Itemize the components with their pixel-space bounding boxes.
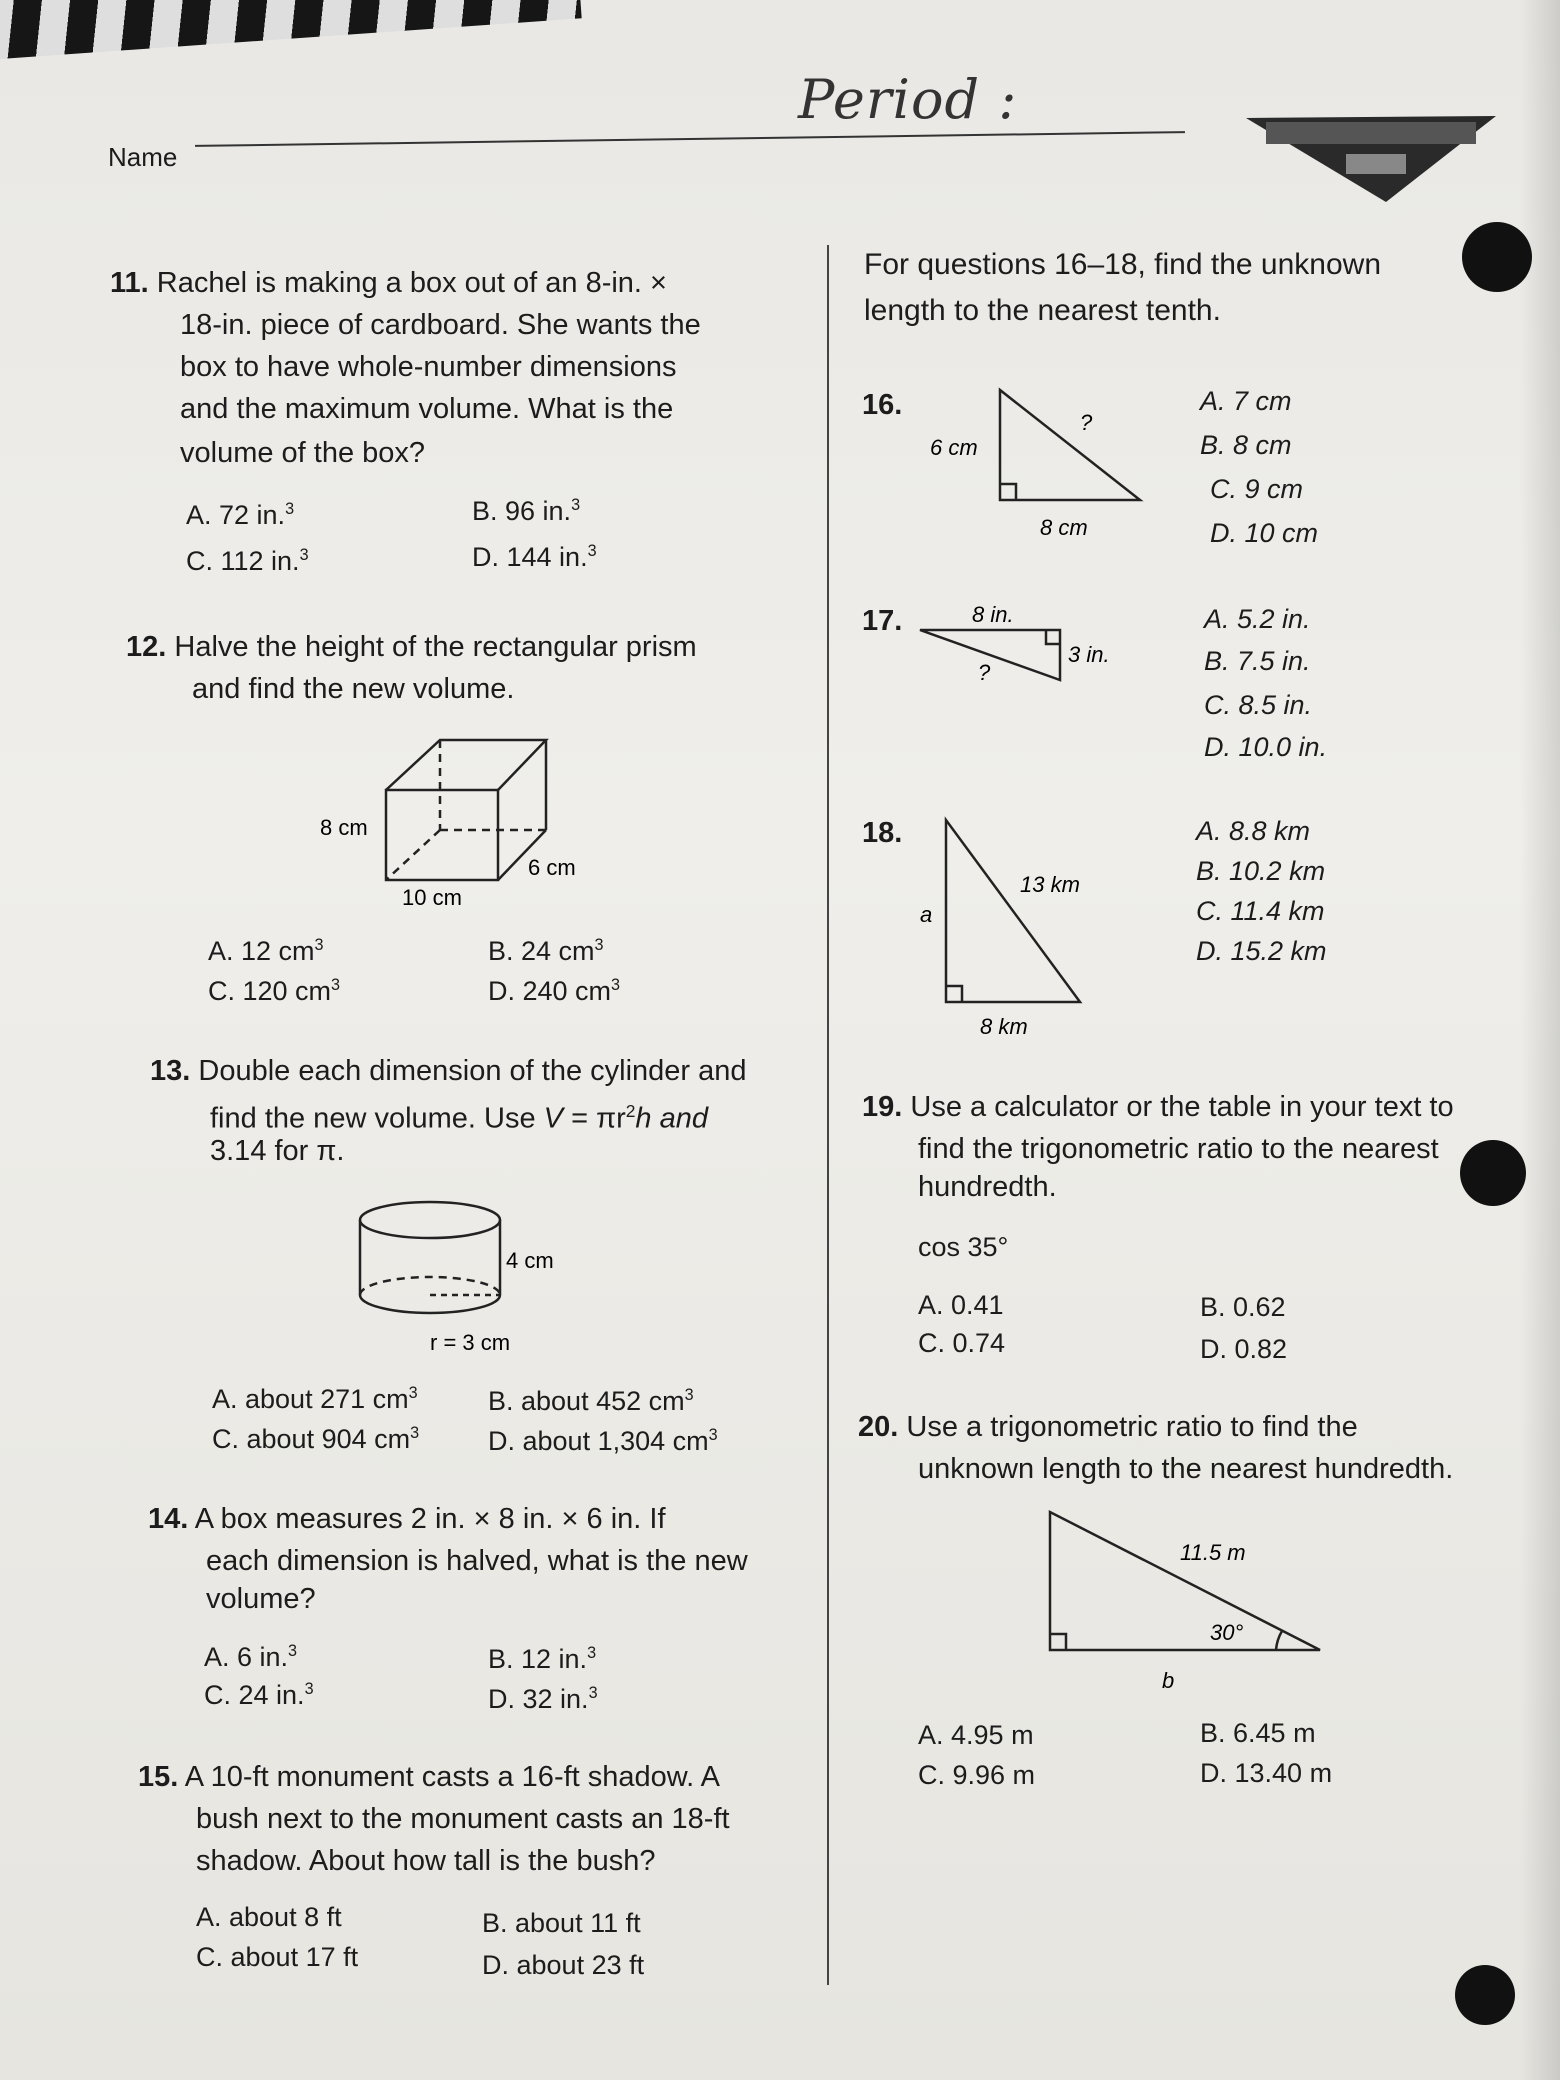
question-19-line-3: hundredth.	[918, 1171, 1057, 1203]
choice-text: A. 12 cm	[208, 936, 315, 966]
question-text-line: A 10-ft monument casts a 16-ft shadow. A	[184, 1761, 720, 1793]
right-triangle-18	[900, 810, 1140, 1050]
question-19	[862, 1086, 1454, 1128]
unknown-leg-label: ?	[978, 660, 991, 685]
question-number: 13.	[150, 1055, 191, 1087]
choice-exponent: 3	[304, 1680, 314, 1698]
choice-text: A. about 271 cm	[212, 1384, 409, 1414]
question-15-line-2: bush next to the monument casts an 18-ft	[196, 1803, 730, 1835]
q18-choice-c[interactable]: C. 11.4 km	[1196, 896, 1325, 926]
text-fragment: find the new volume. Use	[210, 1102, 544, 1135]
cylinder-diagram	[350, 1195, 570, 1365]
q12-choice-b[interactable]	[488, 936, 604, 967]
right-triangle-20	[1030, 1500, 1350, 1700]
background-stripe	[0, 0, 582, 62]
choice-exponent: 3	[684, 1386, 694, 1404]
q20-choice-a[interactable]: A. 4.95 m	[918, 1720, 1034, 1750]
question-11	[110, 262, 667, 304]
q13-choice-c[interactable]	[212, 1424, 419, 1455]
choice-text: B. about 452 cm	[488, 1386, 685, 1416]
question-number: 16.	[862, 389, 903, 421]
text-fragment: V	[543, 1102, 564, 1135]
prism-depth-label: 6 cm	[528, 855, 576, 880]
choice-text: D. 32 in.	[488, 1684, 589, 1714]
punch-hole-bottom	[1455, 1965, 1515, 2025]
q20-choice-d[interactable]: D. 13.40 m	[1200, 1758, 1333, 1788]
leg-label-horizontal: 8 cm	[1040, 515, 1088, 540]
question-text-line: A box measures 2 in. × 8 in. × 6 in. If	[194, 1503, 666, 1535]
instructions-line-2: length to the nearest tenth.	[864, 294, 1221, 327]
q17-choice-b[interactable]: B. 7.5 in.	[1204, 646, 1311, 676]
question-15	[138, 1756, 720, 1798]
choice-text: B. 24 cm	[488, 936, 595, 966]
q14-choice-d[interactable]	[488, 1684, 598, 1715]
unknown-base-label: b	[1162, 1668, 1175, 1693]
choice-exponent: 3	[285, 500, 295, 518]
q11-choice-a[interactable]	[186, 500, 294, 531]
question-number: 20.	[858, 1411, 899, 1443]
question-number: 18.	[862, 817, 903, 849]
question-number: 14.	[148, 1503, 189, 1535]
q18-choice-b[interactable]: B. 10.2 km	[1196, 856, 1326, 886]
question-19-line-2: find the trigonometric ratio to the nearest	[918, 1133, 1439, 1165]
q12-choice-c[interactable]	[208, 976, 340, 1007]
q20-choice-b[interactable]: B. 6.45 m	[1200, 1718, 1316, 1748]
question-text-line: Use a trigonometric ratio to find the	[906, 1411, 1358, 1443]
choice-exponent: 3	[288, 1642, 298, 1660]
question-20-line-2: unknown length to the nearest hundredth.	[918, 1453, 1454, 1485]
q14-choice-b[interactable]	[488, 1644, 596, 1675]
unknown-leg-label: a	[920, 902, 933, 927]
question-11-line-2: 18-in. piece of cardboard. She wants the	[180, 309, 701, 341]
q18-choice-d[interactable]: D. 15.2 km	[1196, 936, 1327, 966]
hypotenuse-label: 13 km	[1020, 872, 1080, 897]
q15-choice-d[interactable]: D. about 23 ft	[482, 1950, 645, 1980]
instructions-line-1: For questions 16–18, find the unknown	[864, 248, 1382, 281]
text-fragment: h and	[635, 1102, 708, 1135]
q17-choice-d[interactable]: D. 10.0 in.	[1204, 732, 1328, 762]
question-14	[148, 1498, 666, 1540]
q19-choice-d[interactable]: D. 0.82	[1200, 1334, 1288, 1364]
name-line[interactable]	[195, 131, 1185, 147]
leg-label: 3 in.	[1068, 642, 1110, 667]
choice-text: D. 144 in.	[472, 542, 588, 572]
question-number: 15.	[138, 1761, 179, 1793]
q19-choice-b[interactable]: B. 0.62	[1200, 1292, 1286, 1322]
question-number: 11.	[110, 267, 149, 299]
choice-exponent: 3	[588, 1684, 598, 1702]
choice-text: C. 24 in.	[204, 1680, 305, 1710]
choice-exponent: 3	[587, 542, 597, 560]
exponent: 2	[625, 1101, 636, 1121]
q18-choice-a[interactable]: A. 8.8 km	[1196, 816, 1311, 846]
q16-choice-d[interactable]: D. 10 cm	[1210, 518, 1319, 548]
choice-text: A. 72 in.	[186, 500, 286, 530]
choice-text: D. about 1,304 cm	[488, 1426, 709, 1456]
punch-hole-top	[1462, 222, 1532, 292]
page-edge-shadow	[1520, 0, 1560, 2080]
question-16	[862, 384, 902, 426]
q19-expression: cos 35°	[918, 1232, 1009, 1262]
question-13-line-3: 3.14 for π.	[210, 1135, 345, 1167]
right-triangle-17	[910, 600, 1140, 700]
base-label: 8 km	[980, 1014, 1028, 1039]
choice-text: B. 96 in.	[472, 496, 572, 526]
prism-width-label: 10 cm	[402, 885, 462, 910]
choice-exponent: 3	[331, 976, 341, 994]
q16-choice-a[interactable]: A. 7 cm	[1200, 386, 1292, 416]
q16-choice-c[interactable]: C. 9 cm	[1210, 474, 1304, 504]
question-17	[862, 600, 902, 642]
q13-choice-a[interactable]	[212, 1384, 418, 1415]
column-divider	[827, 245, 829, 1985]
punch-hole-middle	[1460, 1140, 1526, 1206]
hypotenuse-label: 8 in.	[972, 602, 1014, 627]
leg-label-vertical: 6 cm	[930, 435, 978, 460]
q17-choice-c[interactable]: C. 8.5 in.	[1204, 690, 1313, 720]
question-12-line-2: and find the new volume.	[192, 673, 515, 705]
hypotenuse-unknown-label: ?	[1080, 410, 1093, 435]
prism-height-label: 8 cm	[320, 815, 368, 840]
q11-choice-d[interactable]	[472, 542, 597, 573]
question-13	[150, 1050, 747, 1092]
text-fragment: = πr	[563, 1102, 626, 1135]
question-20	[858, 1406, 1358, 1448]
choice-text: A. 6 in.	[204, 1642, 289, 1672]
choice-exponent: 3	[587, 1644, 597, 1662]
choice-text: C. about 904 cm	[212, 1424, 411, 1454]
question-text-line: Halve the height of the rectangular prism	[174, 631, 697, 663]
cylinder-height-label: 4 cm	[506, 1248, 554, 1273]
question-text-line: Double each dimension of the cylinder and	[198, 1055, 747, 1087]
choice-text: B. 12 in.	[488, 1644, 588, 1674]
angle-label: 30°	[1210, 1620, 1244, 1645]
choice-text: D. 240 cm	[488, 976, 612, 1006]
q13-choice-d[interactable]	[488, 1426, 718, 1457]
choice-exponent: 3	[611, 976, 621, 994]
q15-choice-a[interactable]: A. about 8 ft	[196, 1902, 342, 1932]
choice-exponent: 3	[571, 496, 581, 514]
q20-choice-c[interactable]: C. 9.96 m	[918, 1760, 1036, 1790]
q15-choice-b[interactable]: B. about 11 ft	[482, 1908, 641, 1938]
q15-choice-c[interactable]: C. about 17 ft	[196, 1942, 359, 1972]
question-18	[862, 812, 902, 854]
choice-text: C. 120 cm	[208, 976, 332, 1006]
choice-exponent: 3	[708, 1426, 718, 1444]
q14-choice-a[interactable]	[204, 1642, 297, 1673]
q11-choice-b[interactable]	[472, 496, 580, 527]
q12-choice-d[interactable]	[488, 976, 620, 1007]
q12-choice-a[interactable]	[208, 936, 324, 967]
hypotenuse-label: 11.5 m	[1180, 1540, 1246, 1565]
question-number: 17.	[862, 605, 903, 637]
question-text-line: Use a calculator or the table in your text to	[910, 1091, 1454, 1123]
q16-choice-b[interactable]: B. 8 cm	[1200, 430, 1292, 460]
question-11-line-5: volume of the box?	[180, 437, 426, 469]
q14-choice-c[interactable]	[204, 1680, 314, 1711]
choice-exponent: 3	[594, 936, 604, 954]
question-15-line-3: shadow. About how tall is the bush?	[196, 1845, 656, 1877]
q17-choice-a[interactable]: A. 5.2 in.	[1204, 604, 1311, 634]
question-11-line-3: box to have whole-number dimensions	[180, 351, 677, 383]
choice-text: C. 112 in.	[186, 546, 300, 576]
q13-choice-b[interactable]	[488, 1386, 694, 1417]
choice-exponent: 3	[410, 1424, 420, 1442]
question-text-line: Rachel is making a box out of an 8-in. ×	[156, 267, 667, 299]
choice-exponent: 3	[314, 936, 324, 954]
right-triangle-16	[920, 380, 1160, 550]
q19-choice-c[interactable]: C. 0.74	[918, 1328, 1006, 1358]
question-number: 19.	[862, 1091, 903, 1123]
header-banner-graphic	[1246, 110, 1496, 202]
choice-exponent: 3	[408, 1384, 418, 1402]
period-handwritten: Period :	[798, 68, 1018, 131]
q19-choice-a[interactable]: A. 0.41	[918, 1290, 1004, 1320]
question-12	[126, 626, 697, 668]
question-14-line-3: volume?	[206, 1583, 316, 1615]
question-number: 12.	[126, 631, 167, 663]
question-11-line-4: and the maximum volume. What is the	[180, 393, 674, 425]
name-label: Name	[108, 142, 178, 172]
rectangular-prism-diagram	[300, 730, 600, 920]
question-14-line-2: each dimension is halved, what is the new	[206, 1545, 748, 1577]
cylinder-radius-label: r = 3 cm	[430, 1330, 511, 1355]
choice-exponent: 3	[299, 546, 309, 564]
q11-choice-c[interactable]	[186, 546, 309, 577]
